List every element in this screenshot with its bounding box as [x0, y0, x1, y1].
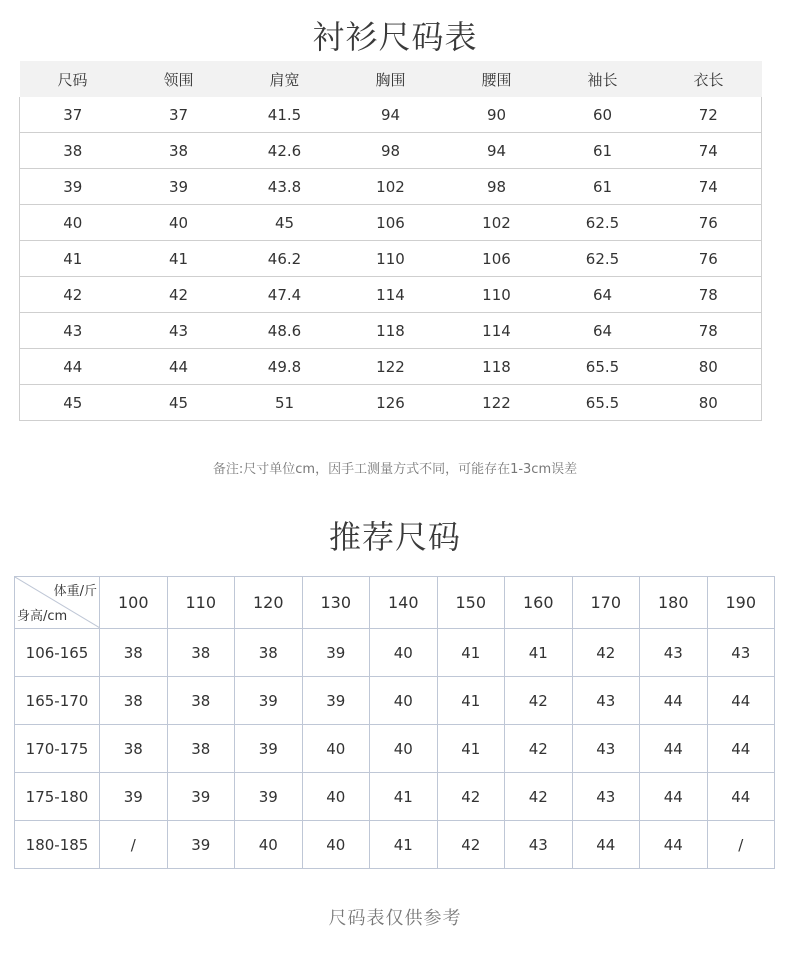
weight-col-header: 170 [572, 577, 640, 629]
size-cell: 78 [656, 313, 762, 349]
recommended-size-cell: 38 [235, 629, 303, 677]
recommended-size-cell: 40 [302, 725, 370, 773]
measurement-note: 备注:尺寸单位cm，因手工测量方式不同，可能存在1-3cm误差 [212, 462, 578, 477]
size-cell: 126 [338, 385, 444, 421]
table-row [20, 277, 762, 313]
size-cell: 43 [126, 313, 232, 349]
size-cell: 76 [656, 241, 762, 277]
recommended-size-cell: 39 [235, 725, 303, 773]
size-cell: 61 [550, 169, 656, 205]
recommended-size-cell: 41 [437, 725, 505, 773]
height-row-header: 106-165 [15, 629, 100, 677]
size-cell: 102 [338, 169, 444, 205]
size-cell: 41 [20, 241, 126, 277]
recommended-size-cell: 38 [167, 725, 235, 773]
size-cell: 41 [126, 241, 232, 277]
size-cell: 39 [20, 169, 126, 205]
recommendation-header-row [15, 577, 775, 629]
size-cell: 62.5 [550, 241, 656, 277]
size-col-header: 袖长 [550, 61, 656, 97]
size-cell: 38 [20, 133, 126, 169]
recommendation-title: 推荐尺码 [328, 518, 461, 556]
weight-col-header: 160 [505, 577, 573, 629]
recommended-size-cell: 42 [505, 725, 573, 773]
recommended-size-cell: 39 [167, 821, 235, 869]
table-row [15, 773, 775, 821]
recommended-size-cell: 40 [370, 677, 438, 725]
recommended-size-cell: 39 [302, 629, 370, 677]
recommended-size-cell: 42 [572, 629, 640, 677]
recommended-size-cell: 44 [572, 821, 640, 869]
recommended-size-cell: 39 [100, 773, 168, 821]
height-row-header: 180-185 [15, 821, 100, 869]
size-col-header: 胸围 [338, 61, 444, 97]
size-cell: 118 [444, 349, 550, 385]
size-cell: 44 [20, 349, 126, 385]
size-cell: 94 [338, 97, 444, 133]
height-row-header: 170-175 [15, 725, 100, 773]
recommended-size-cell: 41 [437, 677, 505, 725]
weight-col-header: 110 [167, 577, 235, 629]
size-cell: 46.2 [232, 241, 338, 277]
size-cell: 94 [444, 133, 550, 169]
size-cell: 44 [126, 349, 232, 385]
height-row-header: 165-170 [15, 677, 100, 725]
table-row [20, 241, 762, 277]
table-row [20, 205, 762, 241]
size-cell: 39 [126, 169, 232, 205]
size-cell: 61 [550, 133, 656, 169]
size-cell: 45 [20, 385, 126, 421]
table-row [20, 169, 762, 205]
size-cell: 102 [444, 205, 550, 241]
recommended-size-cell: 44 [707, 725, 775, 773]
recommended-size-cell: 42 [437, 773, 505, 821]
recommended-size-cell: 41 [437, 629, 505, 677]
size-cell: 98 [338, 133, 444, 169]
size-cell: 65.5 [550, 385, 656, 421]
size-cell: 62.5 [550, 205, 656, 241]
size-cell: 90 [444, 97, 550, 133]
recommended-size-cell: 38 [167, 677, 235, 725]
size-cell: 42 [126, 277, 232, 313]
size-cell: 80 [656, 349, 762, 385]
size-cell: 48.6 [232, 313, 338, 349]
recommended-size-cell: 40 [370, 725, 438, 773]
recommended-size-cell: 41 [370, 773, 438, 821]
table-row [20, 349, 762, 385]
recommended-size-cell: 44 [640, 725, 708, 773]
recommendation-table [14, 576, 775, 869]
size-cell: 49.8 [232, 349, 338, 385]
size-cell: 40 [126, 205, 232, 241]
size-cell: 45 [232, 205, 338, 241]
height-row-header: 175-180 [15, 773, 100, 821]
recommended-size-cell: / [100, 821, 168, 869]
reference-footer: 尺码表仅供参考 [328, 908, 462, 929]
recommended-size-cell: 43 [640, 629, 708, 677]
weight-col-header: 130 [302, 577, 370, 629]
recommended-size-cell: 44 [707, 773, 775, 821]
size-chart-table [19, 61, 762, 421]
size-cell: 38 [126, 133, 232, 169]
size-cell: 41.5 [232, 97, 338, 133]
table-row [15, 821, 775, 869]
size-cell: 122 [338, 349, 444, 385]
recommended-size-cell: 44 [640, 677, 708, 725]
size-cell: 45 [126, 385, 232, 421]
size-cell: 47.4 [232, 277, 338, 313]
recommended-size-cell: / [707, 821, 775, 869]
size-cell: 78 [656, 277, 762, 313]
table-row [20, 97, 762, 133]
size-cell: 106 [338, 205, 444, 241]
size-cell: 118 [338, 313, 444, 349]
size-cell: 42 [20, 277, 126, 313]
size-cell: 98 [444, 169, 550, 205]
weight-col-header: 150 [437, 577, 505, 629]
recommended-size-cell: 39 [235, 773, 303, 821]
table-row [15, 629, 775, 677]
size-cell: 110 [444, 277, 550, 313]
size-cell: 114 [338, 277, 444, 313]
table-row [15, 677, 775, 725]
weight-col-header: 140 [370, 577, 438, 629]
size-col-header: 领围 [126, 61, 232, 97]
recommended-size-cell: 44 [640, 773, 708, 821]
size-cell: 43.8 [232, 169, 338, 205]
size-cell: 51 [232, 385, 338, 421]
recommended-size-cell: 41 [505, 629, 573, 677]
recommended-size-cell: 38 [167, 629, 235, 677]
size-cell: 43 [20, 313, 126, 349]
size-chart-title: 衬衫尺码表 [312, 18, 478, 56]
size-cell: 110 [338, 241, 444, 277]
recommended-size-cell: 39 [167, 773, 235, 821]
table-row [20, 133, 762, 169]
recommended-size-cell: 43 [707, 629, 775, 677]
recommended-size-cell: 42 [437, 821, 505, 869]
recommended-size-cell: 43 [572, 677, 640, 725]
size-col-header: 衣长 [656, 61, 762, 97]
size-cell: 40 [20, 205, 126, 241]
size-col-header: 腰围 [444, 61, 550, 97]
recommended-size-cell: 43 [572, 773, 640, 821]
weight-col-header: 180 [640, 577, 708, 629]
size-cell: 114 [444, 313, 550, 349]
weight-col-header: 120 [235, 577, 303, 629]
recommended-size-cell: 38 [100, 677, 168, 725]
recommended-size-cell: 43 [505, 821, 573, 869]
recommended-size-cell: 38 [100, 725, 168, 773]
size-cell: 72 [656, 97, 762, 133]
corner-height-label: 身高/cm [17, 609, 68, 624]
size-cell: 64 [550, 277, 656, 313]
recommended-size-cell: 38 [100, 629, 168, 677]
size-cell: 106 [444, 241, 550, 277]
recommended-size-cell: 44 [707, 677, 775, 725]
recommended-size-cell: 40 [370, 629, 438, 677]
size-cell: 80 [656, 385, 762, 421]
size-cell: 76 [656, 205, 762, 241]
recommended-size-cell: 40 [302, 821, 370, 869]
weight-col-header: 190 [707, 577, 775, 629]
recommended-size-cell: 40 [235, 821, 303, 869]
size-cell: 37 [126, 97, 232, 133]
size-chart-header-row [20, 61, 762, 97]
table-row [20, 313, 762, 349]
size-col-header: 尺码 [20, 61, 126, 97]
recommended-size-cell: 43 [572, 725, 640, 773]
size-cell: 65.5 [550, 349, 656, 385]
recommended-size-cell: 42 [505, 773, 573, 821]
recommended-size-cell: 40 [302, 773, 370, 821]
recommended-size-cell: 39 [302, 677, 370, 725]
recommended-size-cell: 41 [370, 821, 438, 869]
size-cell: 37 [20, 97, 126, 133]
corner-weight-label: 体重/斤 [53, 584, 97, 599]
recommended-size-cell: 44 [640, 821, 708, 869]
size-cell: 60 [550, 97, 656, 133]
size-cell: 74 [656, 133, 762, 169]
weight-col-header: 100 [100, 577, 168, 629]
size-cell: 42.6 [232, 133, 338, 169]
corner-header-cell [15, 577, 100, 629]
recommended-size-cell: 42 [505, 677, 573, 725]
recommended-size-cell: 39 [235, 677, 303, 725]
size-cell: 64 [550, 313, 656, 349]
table-row [15, 725, 775, 773]
size-cell: 74 [656, 169, 762, 205]
table-row [20, 385, 762, 421]
size-col-header: 肩宽 [232, 61, 338, 97]
size-cell: 122 [444, 385, 550, 421]
